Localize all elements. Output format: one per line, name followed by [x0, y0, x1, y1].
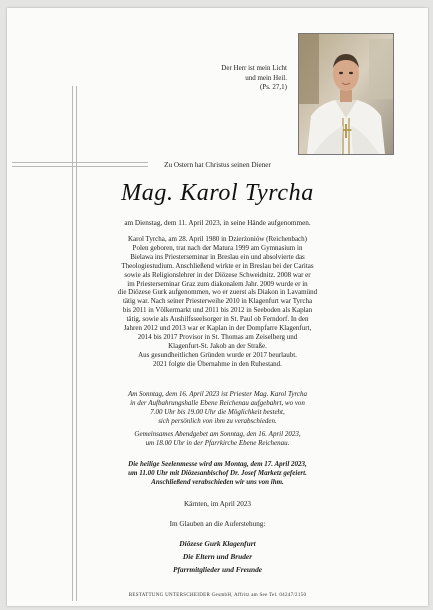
- prayer-line: um 18.00 Uhr in der Pfarrkirche Ebene Reichenau.: [145, 438, 290, 447]
- bio-line: 2014 bis 2017 Provisor in St. Thomas am Zeiselberg und: [137, 332, 298, 341]
- priest-portrait-image: [299, 34, 393, 154]
- prayer-line: Gemeinsames Abendgebet am Sonntag, den 16. April 2023,: [134, 430, 301, 438]
- bio-line: tätig war. Nach seiner Priesterweihe 2010 in Klagenfurt war Tyrcha: [122, 297, 313, 306]
- viewing-information: [7, 390, 428, 426]
- bio-line: Jahren 2012 und 2013 war er Kaplan in der Dompfarre Klagenfurt,: [123, 324, 312, 333]
- bio-line: die Diözese Gurk aufgenommen, wo er zuerst als Diakon in Lavamünd: [117, 288, 318, 297]
- deceased-name: Mag. Karol Tyrcha: [121, 180, 314, 206]
- mourner-entry: Diözese Gurk Klagenfurt: [179, 539, 256, 548]
- biography: [7, 235, 428, 369]
- bible-verse: [157, 64, 287, 93]
- evening-prayer-information: [7, 430, 428, 448]
- mass-line: um 11.00 Uhr mit Diözesanbischof Dr. Josef Marketz gefeiert.: [128, 468, 307, 477]
- viewing-line: in der Aufbahrungshalle Ebene Reichenau aufgebahrt, wo von: [130, 398, 305, 407]
- viewing-line: 7.00 Uhr bis 19.00 Uhr die Möglichkeit besteht,: [150, 407, 285, 416]
- verse-line: und mein Heil.: [245, 73, 287, 82]
- bio-line: Aus gesundheitlichen Gründen wurde er 2017 beurlaubt.: [138, 350, 297, 359]
- bio-line: Karol Tyrcha, am 28. April 1980 in Dzierżoniów (Reichenbach): [128, 235, 307, 243]
- mourner-entry: Pfarrmitglieder und Freunde: [172, 564, 263, 574]
- mass-line: Die heilige Seelenmesse wird am Montag, dem 17. April 2023,: [128, 460, 307, 468]
- bio-line: tätig, sowie als Aushilfsseelsorger in St. Paul ob Ferndorf. In den: [126, 315, 309, 324]
- viewing-line: sich persönlich von ihm zu verabschieden.: [158, 416, 277, 425]
- obituary-notice: [7, 8, 428, 606]
- faith-statement: Im Glauben an die Auferstehung:: [169, 520, 266, 528]
- death-date-line: am Dienstag, dem 11. April 2023, in seine Hände aufgenommen.: [124, 219, 311, 227]
- verse-reference: (Ps. 27,1): [259, 83, 287, 92]
- mourner-entry: Die Eltern und Bruder: [182, 551, 253, 561]
- verse-line: Der Herr ist mein Licht: [221, 64, 287, 72]
- bio-line: Theologiestudium. Anschließend wirkte er in Breslau bei der Caritas: [121, 261, 314, 270]
- portrait-photo: [298, 33, 394, 155]
- bio-line: im Priesterseminar Graz zum diakonalem Jahr. 2009 wurde er in: [127, 279, 308, 288]
- funeral-home-footer: BESTATTUNG UNTERSCHEIDER GesmbH, Affritz am See Tel. 04247/2150: [128, 593, 307, 598]
- bio-line: bis 2011 in Völkermarkt und 2011 bis 2012 in Seeboden als Kaplan: [122, 306, 313, 315]
- place-and-date: Kärnten, im April 2023: [183, 500, 252, 508]
- bio-line: Klagenfurt-St. Jakob an der Straße.: [168, 341, 267, 350]
- viewing-line: Am Sonntag, dem 16. April 2023 ist Priester Mag. Karol Tyrcha: [127, 390, 308, 398]
- mourners-list: [7, 538, 428, 576]
- requiem-mass-information: [7, 460, 428, 487]
- bio-line: sowie als Religionslehrer in der Diözese Schweidnitz. 2008 war er: [124, 270, 311, 279]
- bio-line: Bielawa ins Priesterseminar in Breslau ein und absolvierte das: [130, 252, 305, 261]
- bio-line: 2021 folgte die Übernahme in den Ruhestand.: [153, 359, 282, 368]
- intro-line: Zu Ostern hat Christus seinen Diener: [164, 161, 271, 169]
- bio-line: Polen geboren, trat nach der Matura 1999 am Gymnasium in: [132, 243, 303, 252]
- mass-line: Anschließend verabschieden wir uns von ihm.: [151, 477, 284, 486]
